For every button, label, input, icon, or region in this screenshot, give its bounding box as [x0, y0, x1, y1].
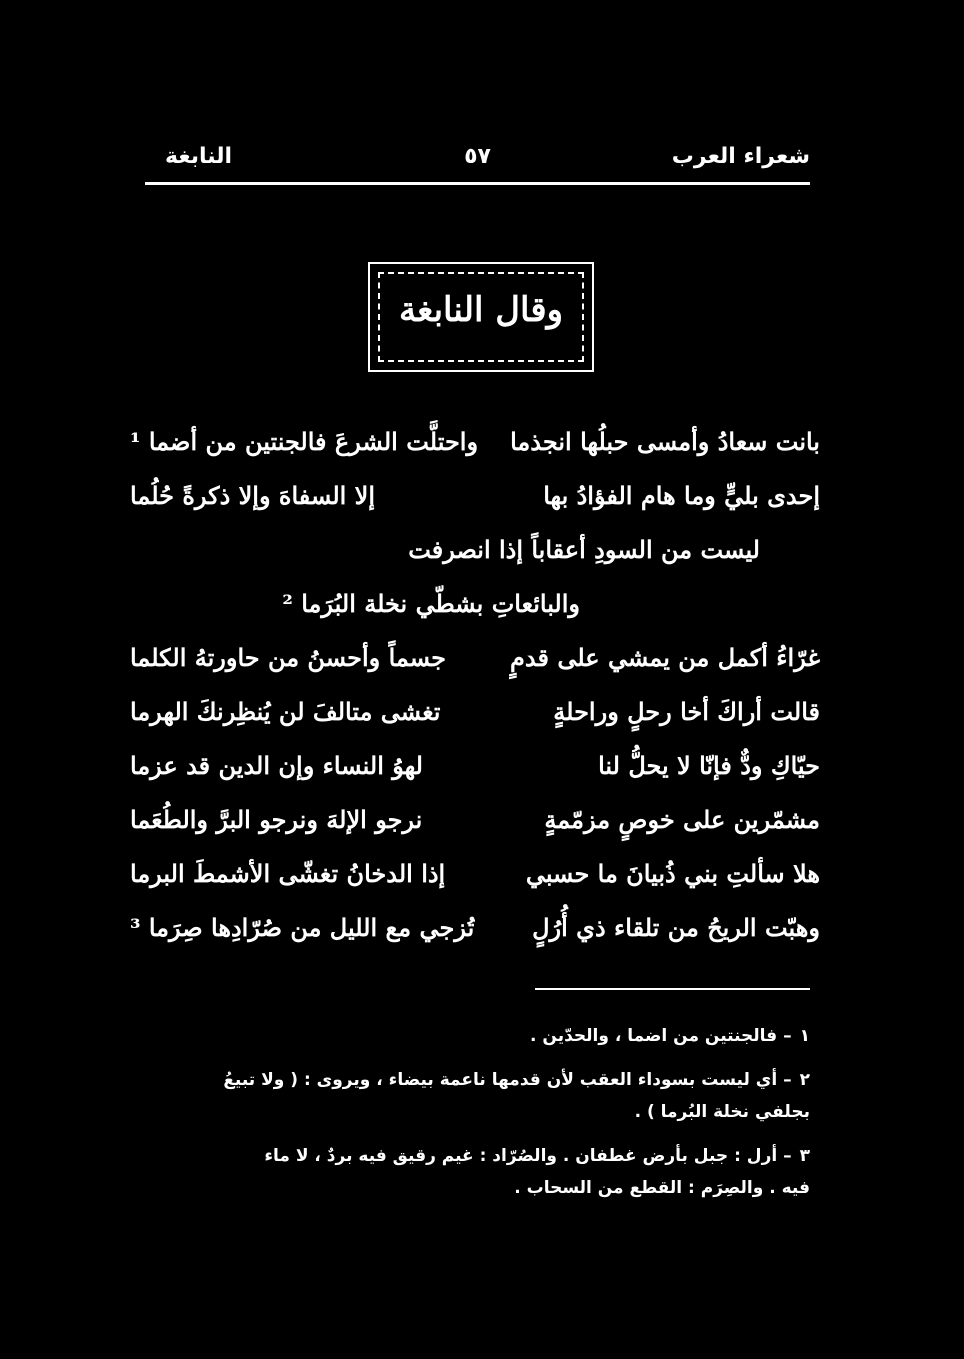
verse-5-second-hemistich: جسماً وأحسنُ من حاورتهُ الكلما	[130, 643, 446, 672]
page-number: ٥٧	[464, 144, 491, 169]
section-title: وقال النابغة	[398, 290, 564, 330]
verse-9	[130, 847, 820, 901]
verse-3	[130, 523, 820, 577]
section-title-frame	[368, 262, 594, 372]
footnote-text: – أرل : جبل بأرض غطفان . والصُرّاد : غيم رقيق فيه بردٌ ، لا ماء	[264, 1146, 792, 1166]
header-rule	[145, 182, 810, 185]
footnote-text-continued: بجلفي نخلة البُرما ) .	[634, 1102, 810, 1122]
verse-8-first-hemistich: مشمّرين على خوصٍ مزمّمةٍ	[544, 805, 820, 834]
verse-2-second-hemistich: إلا السفاهَ وإلا ذكرةً حُلُما	[130, 481, 376, 510]
footnote-rule	[535, 988, 810, 990]
footnote-number: ٢	[799, 1070, 810, 1090]
footnotes	[130, 1020, 810, 1216]
verse-8	[130, 793, 820, 847]
verse-7-first-hemistich: حيّاكِ ودٌّ فإنّا لا يحلُّ لنا	[598, 751, 820, 780]
verse-6	[130, 685, 820, 739]
verse-9-first-hemistich: هلا سألتِ بني ذُبيانَ ما حسبي	[525, 859, 820, 888]
footnote-3	[130, 1140, 810, 1204]
footnote-text: – فالجنتين من اضما ، والحدّين .	[530, 1026, 792, 1046]
verse-4-first-hemistich: والبائعاتِ بشطّي نخلة البُرَما ²	[282, 589, 580, 618]
verse-4	[130, 577, 820, 631]
verse-10-first-hemistich: وهبّت الريحُ من تلقاء ذي أُرُلٍ	[532, 913, 820, 942]
footnote-number: ١	[799, 1026, 810, 1046]
book-title: شعراء العرب	[671, 144, 810, 169]
verse-5	[130, 631, 820, 685]
verse-10	[130, 901, 820, 955]
footnote-text-continued: فيه . والصِرَم : القطع من السحاب .	[514, 1178, 810, 1198]
verse-1-second-hemistich: واحتلَّت الشرعَ فالجنتين من أضما ¹	[130, 427, 479, 456]
verse-6-first-hemistich: قالت أراكَ أخا رحلٍ وراحلةٍ	[553, 697, 820, 726]
verse-10-second-hemistich: تُزجي مع الليل من صُرّادِها صِرَما ³	[130, 913, 475, 942]
verse-1-first-hemistich: بانت سعادُ وأمسى حبلُها انجذما	[510, 427, 820, 456]
verse-8-second-hemistich: نرجو الإلهَ ونرجو البرَّ والطُعَما	[130, 805, 423, 834]
footnote-number: ٣	[799, 1146, 810, 1166]
poet-name: النابغة	[165, 144, 233, 169]
verse-9-second-hemistich: إذا الدخانُ تغشّى الأشمطَ البرما	[130, 859, 446, 888]
verse-6-second-hemistich: تغشى متالفَ لن يُنظِرنكَ الهرما	[130, 697, 441, 726]
verse-5-first-hemistich: غرّاءُ أكمل من يمشي على قدمٍ	[510, 643, 820, 672]
poem	[130, 415, 820, 955]
verse-1	[130, 415, 820, 469]
verse-7-second-hemistich: لهوُ النساء وإن الدين قد عزما	[130, 751, 423, 780]
footnote-2	[130, 1064, 810, 1128]
verse-3-first-hemistich: ليست من السودِ أعقاباً إذا انصرفت	[408, 535, 760, 564]
verse-7	[130, 739, 820, 793]
footnote-1	[130, 1020, 810, 1052]
verse-2-first-hemistich: إحدى بليٍّ وما هام الفؤادُ بها	[543, 481, 820, 510]
running-header	[145, 140, 810, 180]
footnote-text: – أي ليست بسوداء العقب لأن قدمها ناعمة بيضاء ، ويروى : ( ولا تبيعُ	[223, 1070, 792, 1090]
verse-2	[130, 469, 820, 523]
